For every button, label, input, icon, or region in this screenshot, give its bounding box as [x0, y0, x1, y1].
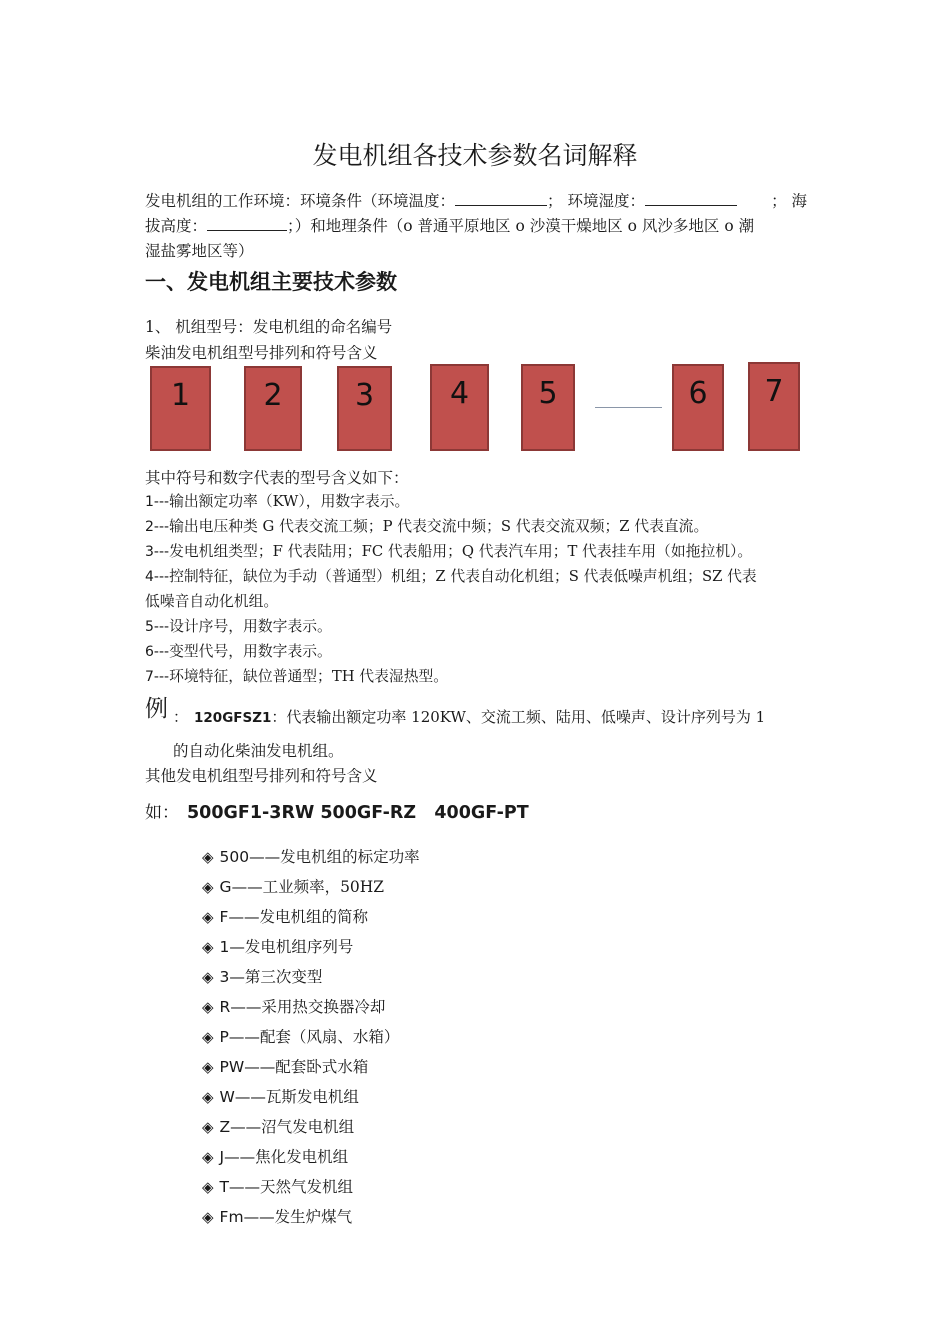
code-box-2: 2	[244, 366, 302, 451]
list-item: ◈ P——配套（风扇、水箱）	[202, 1028, 400, 1046]
diamond-bullet-icon: ◈	[202, 1148, 214, 1166]
env-line-3: 湿盐雾地区等）	[145, 242, 254, 260]
temperature-blank	[455, 191, 547, 206]
definition-5: 5---设计序号，用数字表示。	[145, 618, 332, 635]
definitions-intro: 其中符号和数字代表的型号含义如下：	[145, 469, 409, 487]
code-box-5: 5	[521, 364, 575, 451]
diamond-bullet-icon: ◈	[202, 938, 214, 956]
list-item: ◈ 3—第三次变型	[202, 968, 323, 986]
diamond-bullet-icon: ◈	[202, 1028, 214, 1046]
page-title: 发电机组各技术参数名词解释	[312, 141, 638, 170]
altitude-blank	[207, 216, 287, 231]
code-meaning-list	[202, 845, 420, 1235]
list-item: ◈ PW——配套卧式水箱	[202, 1058, 369, 1076]
code-box-6: 6	[672, 364, 724, 451]
diamond-bullet-icon: ◈	[202, 968, 214, 986]
item-1-model: 1、 机组型号：发电机组的命名编号	[145, 318, 393, 336]
env-line-1: 发电机组的工作环境：环境条件（环境温度： ； 环境湿度： ； 海	[145, 192, 807, 210]
list-item: ◈ 500——发电机组的标定功率	[202, 848, 420, 866]
definitions-list	[145, 490, 807, 690]
definition-4: 4---控制特征，缺位为手动（普通型）机组；Z 代表自动化机组；S 代表低噪声机组；SZ 代表	[145, 568, 757, 585]
environment-paragraph	[145, 189, 807, 264]
list-item: ◈ G——工业频率，50HZ	[202, 878, 385, 896]
definition-6: 6---变型代号，用数字表示。	[145, 643, 332, 660]
code-separator-dash	[595, 407, 662, 408]
example-label: 例	[145, 696, 168, 722]
diamond-bullet-icon: ◈	[202, 848, 214, 866]
diamond-bullet-icon: ◈	[202, 1178, 214, 1196]
code-box-4: 4	[430, 364, 489, 451]
definition-2: 2---输出电压种类 G 代表交流工频；P 代表交流中频；S 代表交流双频；Z 代表直流。	[145, 518, 709, 535]
diamond-bullet-icon: ◈	[202, 1118, 214, 1136]
list-item: ◈ W——瓦斯发电机组	[202, 1088, 359, 1106]
example-line-2: 的自动化柴油发电机组。	[173, 742, 344, 760]
code-box-3: 3	[337, 366, 392, 451]
humidity-blank	[645, 191, 737, 206]
code-box-1: 1	[150, 366, 211, 451]
list-item: ◈ F——发电机组的简称	[202, 908, 368, 926]
model-examples: 如： 500GF1-3RW 500GF-RZ 400GF-PT	[145, 803, 529, 823]
definition-3: 3---发电机组类型；F 代表陆用；FC 代表船用；Q 代表汽车用；T 代表挂车用（如拖拉机）。	[145, 543, 753, 560]
list-item: ◈ T——天然气发机组	[202, 1178, 354, 1196]
example-line-1: ： 120GFSZ1：代表输出额定功率 120KW、交流工频、陆用、低噪声、设计序列号为 1	[173, 708, 766, 726]
list-item: ◈ R——采用热交换器冷却	[202, 998, 386, 1016]
diamond-bullet-icon: ◈	[202, 1058, 214, 1076]
diamond-bullet-icon: ◈	[202, 998, 214, 1016]
section-heading: 一、发电机组主要技术参数	[145, 270, 397, 294]
list-item: ◈ 1—发电机组序列号	[202, 938, 354, 956]
env-line-2: 拔高度： ；）和地理条件（o 普通平原地区 o 沙漠干燥地区 o 风沙多地区 o 潮	[145, 217, 755, 235]
definition-4-cont: 低噪音自动化机组。	[145, 593, 279, 610]
definition-7: 7---环境特征，缺位普通型；TH 代表湿热型。	[145, 668, 449, 685]
diamond-bullet-icon: ◈	[202, 1088, 214, 1106]
diesel-model-heading: 柴油发电机组型号排列和符号含义	[145, 344, 378, 362]
diamond-bullet-icon: ◈	[202, 1208, 214, 1226]
diamond-bullet-icon: ◈	[202, 908, 214, 926]
list-item: ◈ J——焦化发电机组	[202, 1148, 349, 1166]
list-item: ◈ Fm——发生炉煤气	[202, 1208, 353, 1226]
definition-1: 1---输出额定功率（KW），用数字表示。	[145, 493, 410, 510]
diamond-bullet-icon: ◈	[202, 878, 214, 896]
other-models-heading: 其他发电机组型号排列和符号含义	[145, 767, 378, 785]
list-item: ◈ Z——沼气发电机组	[202, 1118, 355, 1136]
code-box-7: 7	[748, 362, 800, 451]
